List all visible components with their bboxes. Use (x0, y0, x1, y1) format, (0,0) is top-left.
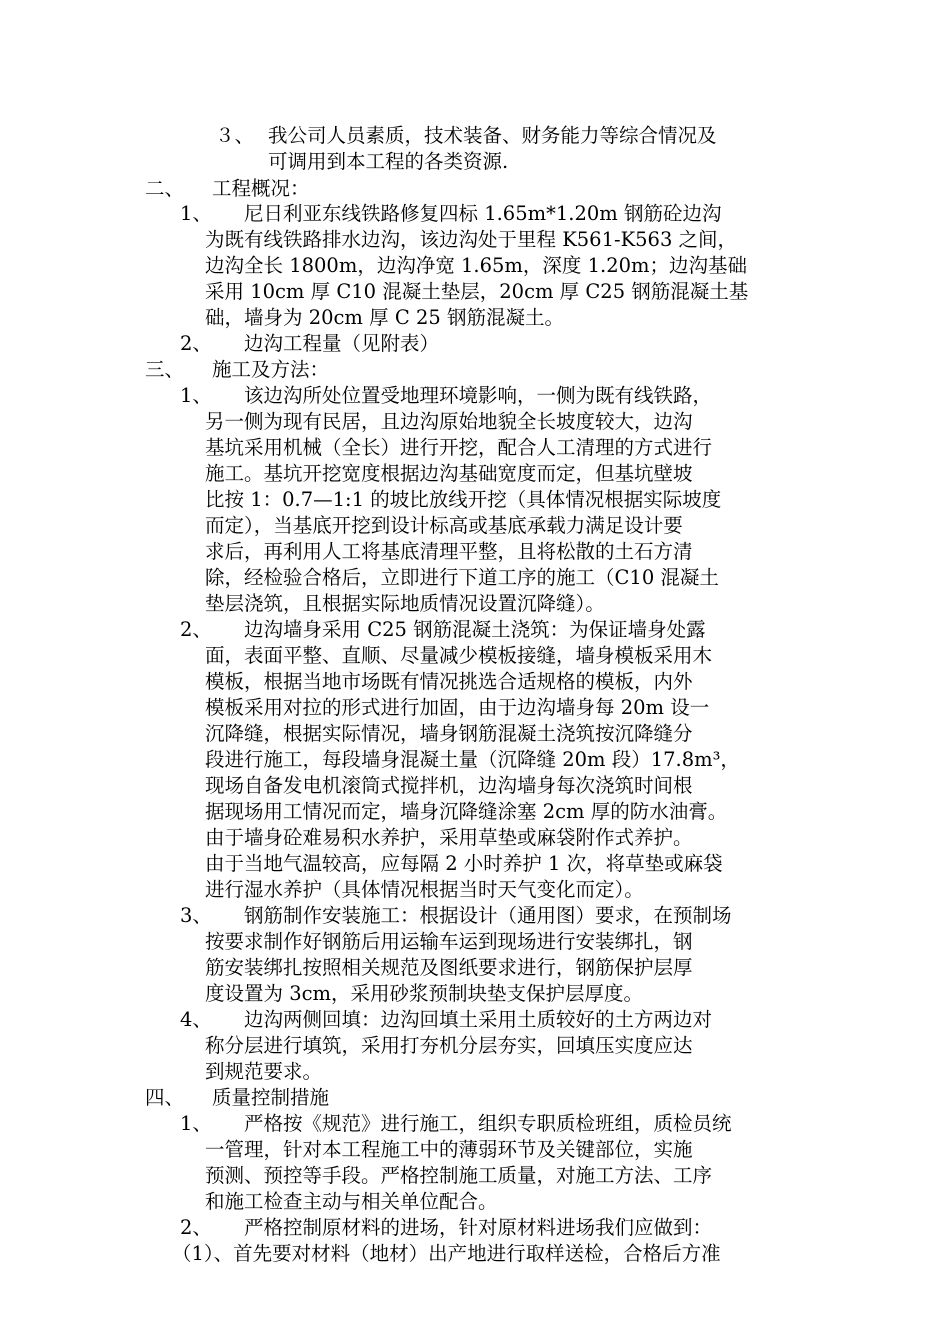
item-number: 1、 (180, 1112, 212, 1135)
text-line: 由于墙身砼难易积水养护，采用草垫或麻袋附作式养护。 (205, 826, 693, 849)
text-line: 筋安装绑扎按照相关规范及图纸要求进行，钢筋保护层厚 (205, 956, 693, 979)
text-line: 尼日利亚东线铁路修复四标 1.65m*1.20m 钢筋砼边沟 (244, 202, 722, 225)
text-line: 沉降缝，根据实际情况，墙身钢筋混凝土浇筑按沉降缝分 (205, 722, 693, 745)
text-line: 基坑采用机械（全长）进行开挖，配合人工清理的方式进行 (205, 436, 713, 459)
text-line: 础，墙身为 20cm 厚 C 25 钢筋混凝土。 (205, 306, 564, 329)
text-line: 边沟工程量（见附表） (244, 332, 440, 355)
text-line: 求后，再利用人工将基底清理平整，且将松散的土石方清 (205, 540, 693, 563)
item-number: 1、 (180, 202, 212, 225)
text-line: 按要求制作好钢筋后用运输车运到现场进行安装绑扎，钢 (205, 930, 693, 953)
text-line: 到规范要求。 (205, 1060, 323, 1083)
text-line: 严格控制原材料的进场，针对原材料进场我们应做到： (244, 1216, 713, 1239)
text-line: 可调用到本工程的各类资源. (268, 150, 509, 173)
text-line: 采用 10cm 厚 C10 混凝土垫层，20cm 厚 C25 钢筋混凝土基 (205, 280, 749, 303)
section-number: 三、 (145, 358, 185, 381)
text-line: 边沟墙身采用 C25 钢筋混凝土浇筑：为保证墙身处露 (244, 618, 706, 641)
item-number: 3、 (180, 904, 212, 927)
text-line: 据现场用工情况而定，墙身沉降缝涂塞 2cm 厚的防水油膏。 (205, 800, 728, 823)
item-number: 1、 (180, 384, 212, 407)
text-line: 度设置为 3cm，采用砂浆预制块垫支保护层厚度。 (205, 982, 644, 1005)
item-number: ３、 (215, 124, 255, 147)
text-line: 而定），当基底开挖到设计标高或基底承载力满足设计要 (205, 514, 683, 537)
text-line: 模板采用对拉的形式进行加固，由于边沟墙身每 20m 设一 (205, 696, 710, 719)
text-line: 另一侧为现有民居，且边沟原始地貌全长坡度较大，边沟 (205, 410, 693, 433)
text-line: 边沟两侧回填：边沟回填土采用土质较好的土方两边对 (244, 1008, 713, 1031)
text-line: 预测、预控等手段。严格控制施工质量，对施工方法、工序 (205, 1164, 713, 1187)
section-heading: 施工及方法： (212, 358, 330, 381)
text-line: 我公司人员素质，技术装备、财务能力等综合情况及 (268, 124, 717, 147)
section-heading: 质量控制措施 (212, 1086, 330, 1109)
text-line: 由于当地气温较高，应每隔 2 小时养护 1 次，将草垫或麻袋 (205, 852, 723, 875)
text-line: 除，经检验合格后，立即进行下道工序的施工（C10 混凝土 (205, 566, 719, 589)
text-line: 该边沟所处位置受地理环境影响，一侧为既有线铁路， (244, 384, 713, 407)
section-number: 四、 (145, 1086, 185, 1109)
text-line: 称分层进行填筑，采用打夯机分层夯实，回填压实度应达 (205, 1034, 693, 1057)
item-number: 2、 (180, 332, 212, 355)
section-heading: 工程概况： (212, 177, 310, 200)
sub-item-line: （1）、首先要对材料（地材）出产地进行取样送检，合格后方准 (172, 1242, 721, 1265)
text-line: 垫层浇筑，且根据实际地质情况设置沉降缝）。 (205, 592, 605, 615)
text-line: 钢筋制作安装施工：根据设计（通用图）要求，在预制场 (244, 904, 732, 927)
text-line: 段进行施工，每段墙身混凝土量（沉降缝 20m 段）17.8m³， (205, 748, 740, 771)
text-line: 为既有线铁路排水边沟，该边沟处于里程 K561-K563 之间， (205, 228, 738, 251)
section-number: 二、 (145, 177, 185, 200)
text-line: 比按 1：0.7—1:1 的坡比放线开挖（具体情况根据实际坡度 (205, 488, 722, 511)
text-line: 严格按《规范》进行施工，组织专职质检班组，质检员统 (244, 1112, 732, 1135)
text-line: 进行湿水养护（具体情况根据当时天气变化而定）。 (205, 878, 644, 901)
text-line: 现场自备发电机滚筒式搅拌机，边沟墙身每次浇筑时间根 (205, 774, 693, 797)
text-line: 和施工检查主动与相关单位配合。 (205, 1190, 498, 1213)
item-number: 4、 (180, 1008, 212, 1031)
text-line: 面，表面平整、直顺、尽量减少模板接缝，墙身模板采用木 (205, 644, 713, 667)
text-line: 模板，根据当地市场既有情况挑选合适规格的模板，内外 (205, 670, 693, 693)
text-line: 一管理，针对本工程施工中的薄弱环节及关键部位，实施 (205, 1138, 693, 1161)
item-number: 2、 (180, 618, 212, 641)
text-line: 边沟全长 1800m，边沟净宽 1.65m，深度 1.20m；边沟基础 (205, 254, 748, 277)
item-number: 2、 (180, 1216, 212, 1239)
text-line: 施工。基坑开挖宽度根据边沟基础宽度而定，但基坑壁坡 (205, 462, 693, 485)
